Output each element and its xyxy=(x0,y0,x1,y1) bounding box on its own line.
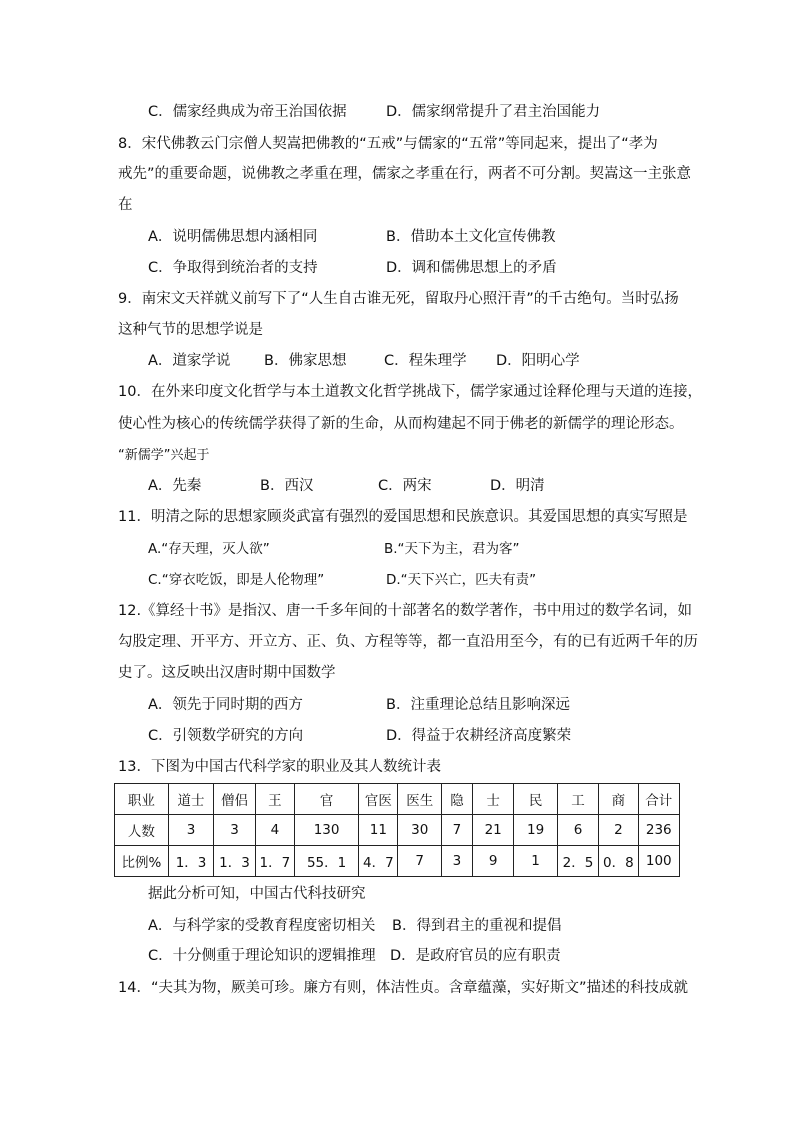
q8-option-c: C．争取得到统治者的支持 xyxy=(148,260,318,276)
count-row xyxy=(115,815,680,846)
q13-option-a: A．与科学家的受教育程度密切相关 xyxy=(148,918,376,934)
table-cell: 僧侣 xyxy=(214,784,255,815)
table-cell: 隐 xyxy=(441,784,472,815)
q13-option-c: C．十分侧重于理论知识的逻辑推理 xyxy=(148,948,376,964)
q9-option-c: C．程朱理学 xyxy=(384,353,467,369)
q13-analysis-line: 据此分析可知，中国古代科技研究 xyxy=(148,886,366,902)
q9-stem-line-2: 这种气节的思想学说是 xyxy=(118,322,263,338)
table-cell: 130 xyxy=(295,815,359,846)
table-cell: 1．7 xyxy=(255,846,294,877)
table-cell: 21 xyxy=(472,815,513,846)
q14-stem-line-1: 14．“夫其为物，厥美可珍。廉方有则，体洁性贞。含章蕴藻，实好斯文”描述的科技成就 xyxy=(118,980,688,996)
q8-stem-line-3: 在 xyxy=(118,197,133,213)
table-cell: 236 xyxy=(638,815,679,846)
q7-option-d: D．儒家纲常提升了君主治国能力 xyxy=(386,104,601,120)
table-cell: 9 xyxy=(472,846,513,877)
q11-stem-line-1: 11．明清之际的思想家顾炎武富有强烈的爱国思想和民族意识。其爱国思想的真实写照是 xyxy=(118,509,688,525)
table-cell: 医生 xyxy=(398,784,441,815)
q12-option-d: D．得益于农耕经济高度繁荣 xyxy=(386,728,572,744)
occupation-row xyxy=(115,784,680,815)
q13-option-b: B．得到君主的重视和提倡 xyxy=(392,918,562,934)
table-cell: 4 xyxy=(255,815,294,846)
ratio-row xyxy=(115,846,680,877)
q10-option-b: B．西汉 xyxy=(260,478,314,494)
table-cell: 3 xyxy=(441,846,472,877)
q11-option-d: D.“天下兴亡，匹夫有责” xyxy=(386,572,537,588)
table-cell: 7 xyxy=(441,815,472,846)
scientist-occupation-table xyxy=(114,783,680,877)
table-cell: 民 xyxy=(514,784,557,815)
q13-option-d: D．是政府官员的应有职责 xyxy=(390,948,561,964)
q12-option-c: C．引领数学研究的方向 xyxy=(148,728,304,744)
table-cell: 官 xyxy=(295,784,359,815)
table-cell: 30 xyxy=(398,815,441,846)
table-cell: 1．3 xyxy=(214,846,255,877)
q8-option-b: B．借助本土文化宣传佛教 xyxy=(386,229,556,245)
q10-option-c: C．两宋 xyxy=(378,478,432,494)
table-cell: 55．1 xyxy=(295,846,359,877)
q11-option-b: B.“天下为主，君为客” xyxy=(384,541,520,557)
row-header-cell: 比例% xyxy=(115,846,169,877)
q10-option-d: D．明清 xyxy=(490,478,545,494)
table-cell: 3 xyxy=(168,815,214,846)
table-cell: 工 xyxy=(557,784,598,815)
q10-stem-line-2: 使心性为核心的传统儒学获得了新的生命，从而构建起不同于佛老的新儒学的理论形态。 xyxy=(118,416,684,432)
q8-stem-line-2: 戒先”的重要命题，说佛教之孝重在理，儒家之孝重在行，两者不可分割。契嵩这一主张意 xyxy=(118,166,692,182)
table-cell: 2 xyxy=(599,815,638,846)
q12-stem-line-2: 勾股定理、开平方、开立方、正、负、方程等等，都一直沿用至今，有的已有近两千年的历 xyxy=(118,634,698,650)
table-cell: 11 xyxy=(359,815,398,846)
table-cell: 19 xyxy=(514,815,557,846)
q11-option-a: A.“存天理，灭人欲” xyxy=(148,541,270,557)
table-cell: 士 xyxy=(472,784,513,815)
q8-option-a: A．说明儒佛思想内涵相同 xyxy=(148,229,318,245)
table-cell: 6 xyxy=(557,815,598,846)
q10-option-a: A．先秦 xyxy=(148,478,202,494)
table-cell: 商 xyxy=(599,784,638,815)
q12-option-a: A．领先于同时期的西方 xyxy=(148,697,303,713)
table-cell: 3 xyxy=(214,815,255,846)
q10-stem-line-1: 10．在外来印度文化哲学与本土道教文化哲学挑战下，儒学家通过诠释伦理与天道的连接， xyxy=(118,384,702,400)
table-cell: 道士 xyxy=(168,784,214,815)
q7-option-c: C．儒家经典成为帝王治国依据 xyxy=(148,104,347,120)
q9-stem-line-1: 9．南宋文天祥就义前写下了“人生自古谁无死，留取丹心照汗青”的千古绝句。当时弘扬 xyxy=(118,291,679,307)
q9-option-b: B．佛家思想 xyxy=(264,353,347,369)
table-cell: 0．8 xyxy=(599,846,638,877)
q11-option-c: C.“穿衣吃饭，即是人伦物理” xyxy=(148,572,325,588)
row-header-cell: 人数 xyxy=(115,815,169,846)
q12-option-b: B．注重理论总结且影响深远 xyxy=(386,697,570,713)
table-cell: 2．5 xyxy=(557,846,598,877)
table-cell: 4．7 xyxy=(359,846,398,877)
q8-option-d: D．调和儒佛思想上的矛盾 xyxy=(386,260,557,276)
q13-stem-line-1: 13．下图为中国古代科学家的职业及其人数统计表 xyxy=(118,759,441,775)
table-cell: 1 xyxy=(514,846,557,877)
q10-stem-line-3: “新儒学”兴起于 xyxy=(118,448,210,463)
row-header-cell: 职业 xyxy=(115,784,169,815)
q12-stem-line-3: 史了。这反映出汉唐时期中国数学 xyxy=(118,665,336,681)
q12-stem-line-1: 12.《算经十书》是指汉、唐一千多年间的十部著名的数学著作，书中用过的数学名词，如 xyxy=(118,603,693,619)
table-cell: 7 xyxy=(398,846,441,877)
q9-option-a: A．道家学说 xyxy=(148,353,231,369)
q9-option-d: D．阳明心学 xyxy=(496,353,580,369)
table-cell: 1．3 xyxy=(168,846,214,877)
table-cell: 100 xyxy=(638,846,679,877)
table-cell: 官医 xyxy=(359,784,398,815)
table-cell: 王 xyxy=(255,784,294,815)
table-cell: 合计 xyxy=(638,784,679,815)
q8-stem-line-1: 8．宋代佛教云门宗僧人契嵩把佛教的“五戒”与儒家的“五常”等同起来，提出了“孝为 xyxy=(118,136,658,152)
